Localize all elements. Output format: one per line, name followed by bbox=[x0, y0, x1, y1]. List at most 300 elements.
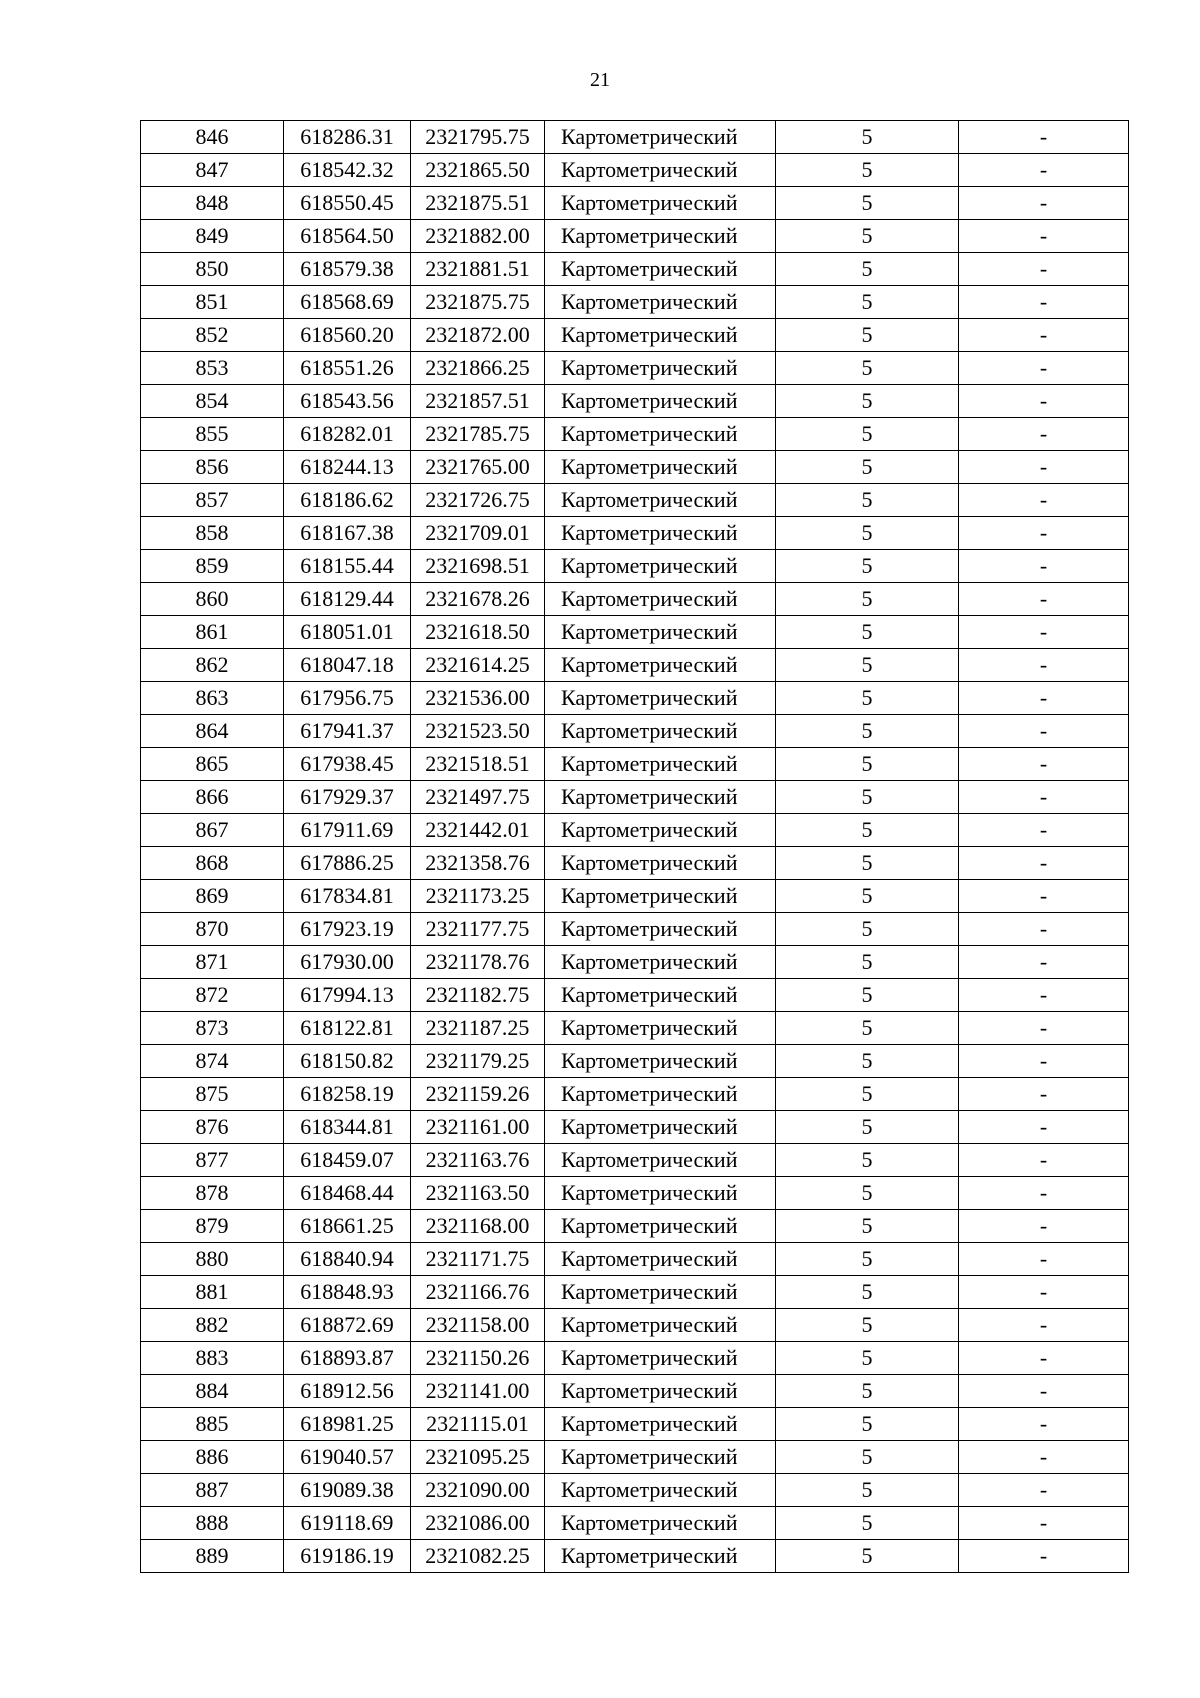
point-number-cell: 856 bbox=[141, 451, 284, 484]
x-coordinate-cell: 617956.75 bbox=[284, 682, 411, 715]
point-number-cell: 880 bbox=[141, 1243, 284, 1276]
note-cell: - bbox=[959, 451, 1129, 484]
method-cell: Картометрический bbox=[545, 715, 776, 748]
table-row bbox=[141, 253, 1129, 286]
y-coordinate-cell: 2321182.75 bbox=[411, 979, 545, 1012]
table-row bbox=[141, 385, 1129, 418]
point-number-cell: 862 bbox=[141, 649, 284, 682]
accuracy-cell: 5 bbox=[776, 1309, 959, 1342]
x-coordinate-cell: 618122.81 bbox=[284, 1012, 411, 1045]
point-number-cell: 854 bbox=[141, 385, 284, 418]
y-coordinate-cell: 2321150.26 bbox=[411, 1342, 545, 1375]
x-coordinate-cell: 618150.82 bbox=[284, 1045, 411, 1078]
note-cell: - bbox=[959, 616, 1129, 649]
method-cell: Картометрический bbox=[545, 121, 776, 154]
method-cell: Картометрический bbox=[545, 1276, 776, 1309]
table-row bbox=[141, 1045, 1129, 1078]
method-cell: Картометрический bbox=[545, 649, 776, 682]
accuracy-cell: 5 bbox=[776, 1144, 959, 1177]
point-number-cell: 860 bbox=[141, 583, 284, 616]
coordinates-table bbox=[140, 120, 1129, 1573]
point-number-cell: 875 bbox=[141, 1078, 284, 1111]
x-coordinate-cell: 617930.00 bbox=[284, 946, 411, 979]
note-cell: - bbox=[959, 880, 1129, 913]
note-cell: - bbox=[959, 1144, 1129, 1177]
accuracy-cell: 5 bbox=[776, 880, 959, 913]
method-cell: Картометрический bbox=[545, 1012, 776, 1045]
note-cell: - bbox=[959, 1078, 1129, 1111]
table-row bbox=[141, 1342, 1129, 1375]
method-cell: Картометрический bbox=[545, 1408, 776, 1441]
accuracy-cell: 5 bbox=[776, 946, 959, 979]
note-cell: - bbox=[959, 913, 1129, 946]
point-number-cell: 884 bbox=[141, 1375, 284, 1408]
point-number-cell: 870 bbox=[141, 913, 284, 946]
point-number-cell: 883 bbox=[141, 1342, 284, 1375]
accuracy-cell: 5 bbox=[776, 1375, 959, 1408]
note-cell: - bbox=[959, 979, 1129, 1012]
y-coordinate-cell: 2321618.50 bbox=[411, 616, 545, 649]
note-cell: - bbox=[959, 847, 1129, 880]
accuracy-cell: 5 bbox=[776, 1276, 959, 1309]
note-cell: - bbox=[959, 1045, 1129, 1078]
y-coordinate-cell: 2321178.76 bbox=[411, 946, 545, 979]
table-row bbox=[141, 1243, 1129, 1276]
y-coordinate-cell: 2321709.01 bbox=[411, 517, 545, 550]
method-cell: Картометрический bbox=[545, 220, 776, 253]
x-coordinate-cell: 618893.87 bbox=[284, 1342, 411, 1375]
table-row bbox=[141, 187, 1129, 220]
note-cell: - bbox=[959, 1507, 1129, 1540]
table-row bbox=[141, 715, 1129, 748]
accuracy-cell: 5 bbox=[776, 1012, 959, 1045]
x-coordinate-cell: 617923.19 bbox=[284, 913, 411, 946]
point-number-cell: 882 bbox=[141, 1309, 284, 1342]
table-row bbox=[141, 946, 1129, 979]
y-coordinate-cell: 2321159.26 bbox=[411, 1078, 545, 1111]
note-cell: - bbox=[959, 649, 1129, 682]
x-coordinate-cell: 618186.62 bbox=[284, 484, 411, 517]
y-coordinate-cell: 2321090.00 bbox=[411, 1474, 545, 1507]
note-cell: - bbox=[959, 286, 1129, 319]
point-number-cell: 866 bbox=[141, 781, 284, 814]
table-row bbox=[141, 1144, 1129, 1177]
method-cell: Картометрический bbox=[545, 1045, 776, 1078]
method-cell: Картометрический bbox=[545, 1375, 776, 1408]
method-cell: Картометрический bbox=[545, 781, 776, 814]
x-coordinate-cell: 618282.01 bbox=[284, 418, 411, 451]
method-cell: Картометрический bbox=[545, 748, 776, 781]
method-cell: Картометрический bbox=[545, 1210, 776, 1243]
method-cell: Картометрический bbox=[545, 418, 776, 451]
method-cell: Картометрический bbox=[545, 253, 776, 286]
y-coordinate-cell: 2321358.76 bbox=[411, 847, 545, 880]
x-coordinate-cell: 618047.18 bbox=[284, 649, 411, 682]
y-coordinate-cell: 2321173.25 bbox=[411, 880, 545, 913]
point-number-cell: 887 bbox=[141, 1474, 284, 1507]
table-row bbox=[141, 748, 1129, 781]
method-cell: Картометрический bbox=[545, 319, 776, 352]
note-cell: - bbox=[959, 220, 1129, 253]
point-number-cell: 881 bbox=[141, 1276, 284, 1309]
table-row bbox=[141, 880, 1129, 913]
x-coordinate-cell: 618981.25 bbox=[284, 1408, 411, 1441]
accuracy-cell: 5 bbox=[776, 286, 959, 319]
method-cell: Картометрический bbox=[545, 154, 776, 187]
table-row bbox=[141, 1012, 1129, 1045]
accuracy-cell: 5 bbox=[776, 1078, 959, 1111]
note-cell: - bbox=[959, 385, 1129, 418]
accuracy-cell: 5 bbox=[776, 715, 959, 748]
note-cell: - bbox=[959, 1012, 1129, 1045]
note-cell: - bbox=[959, 1243, 1129, 1276]
point-number-cell: 888 bbox=[141, 1507, 284, 1540]
note-cell: - bbox=[959, 187, 1129, 220]
table-row bbox=[141, 1177, 1129, 1210]
x-coordinate-cell: 617941.37 bbox=[284, 715, 411, 748]
point-number-cell: 859 bbox=[141, 550, 284, 583]
note-cell: - bbox=[959, 484, 1129, 517]
x-coordinate-cell: 618344.81 bbox=[284, 1111, 411, 1144]
accuracy-cell: 5 bbox=[776, 682, 959, 715]
table-row bbox=[141, 616, 1129, 649]
x-coordinate-cell: 618568.69 bbox=[284, 286, 411, 319]
table-row bbox=[141, 979, 1129, 1012]
y-coordinate-cell: 2321158.00 bbox=[411, 1309, 545, 1342]
note-cell: - bbox=[959, 1408, 1129, 1441]
x-coordinate-cell: 618840.94 bbox=[284, 1243, 411, 1276]
table-row bbox=[141, 682, 1129, 715]
x-coordinate-cell: 618661.25 bbox=[284, 1210, 411, 1243]
table-row bbox=[141, 1375, 1129, 1408]
x-coordinate-cell: 618560.20 bbox=[284, 319, 411, 352]
accuracy-cell: 5 bbox=[776, 187, 959, 220]
x-coordinate-cell: 618551.26 bbox=[284, 352, 411, 385]
table-row bbox=[141, 781, 1129, 814]
table-row bbox=[141, 220, 1129, 253]
table-row bbox=[141, 121, 1129, 154]
table-row bbox=[141, 319, 1129, 352]
point-number-cell: 873 bbox=[141, 1012, 284, 1045]
point-number-cell: 852 bbox=[141, 319, 284, 352]
accuracy-cell: 5 bbox=[776, 319, 959, 352]
y-coordinate-cell: 2321785.75 bbox=[411, 418, 545, 451]
x-coordinate-cell: 619040.57 bbox=[284, 1441, 411, 1474]
table-row bbox=[141, 484, 1129, 517]
method-cell: Картометрический bbox=[545, 814, 776, 847]
coordinates-table-body bbox=[141, 121, 1129, 1573]
accuracy-cell: 5 bbox=[776, 1540, 959, 1573]
y-coordinate-cell: 2321857.51 bbox=[411, 385, 545, 418]
x-coordinate-cell: 619118.69 bbox=[284, 1507, 411, 1540]
table-row bbox=[141, 583, 1129, 616]
table-row bbox=[141, 1111, 1129, 1144]
note-cell: - bbox=[959, 550, 1129, 583]
y-coordinate-cell: 2321726.75 bbox=[411, 484, 545, 517]
point-number-cell: 846 bbox=[141, 121, 284, 154]
y-coordinate-cell: 2321536.00 bbox=[411, 682, 545, 715]
point-number-cell: 886 bbox=[141, 1441, 284, 1474]
table-row bbox=[141, 352, 1129, 385]
point-number-cell: 874 bbox=[141, 1045, 284, 1078]
table-row bbox=[141, 847, 1129, 880]
accuracy-cell: 5 bbox=[776, 649, 959, 682]
y-coordinate-cell: 2321872.00 bbox=[411, 319, 545, 352]
table-row bbox=[141, 286, 1129, 319]
note-cell: - bbox=[959, 154, 1129, 187]
y-coordinate-cell: 2321795.75 bbox=[411, 121, 545, 154]
y-coordinate-cell: 2321442.01 bbox=[411, 814, 545, 847]
method-cell: Картометрический bbox=[545, 1177, 776, 1210]
accuracy-cell: 5 bbox=[776, 253, 959, 286]
y-coordinate-cell: 2321882.00 bbox=[411, 220, 545, 253]
method-cell: Картометрический bbox=[545, 352, 776, 385]
y-coordinate-cell: 2321875.75 bbox=[411, 286, 545, 319]
x-coordinate-cell: 617834.81 bbox=[284, 880, 411, 913]
y-coordinate-cell: 2321765.00 bbox=[411, 451, 545, 484]
note-cell: - bbox=[959, 1111, 1129, 1144]
x-coordinate-cell: 617886.25 bbox=[284, 847, 411, 880]
method-cell: Картометрический bbox=[545, 1474, 776, 1507]
accuracy-cell: 5 bbox=[776, 1507, 959, 1540]
y-coordinate-cell: 2321881.51 bbox=[411, 253, 545, 286]
note-cell: - bbox=[959, 1177, 1129, 1210]
method-cell: Картометрический bbox=[545, 1111, 776, 1144]
point-number-cell: 853 bbox=[141, 352, 284, 385]
note-cell: - bbox=[959, 1276, 1129, 1309]
page-number: 21 bbox=[590, 69, 610, 91]
x-coordinate-cell: 618244.13 bbox=[284, 451, 411, 484]
table-row bbox=[141, 1507, 1129, 1540]
point-number-cell: 855 bbox=[141, 418, 284, 451]
point-number-cell: 857 bbox=[141, 484, 284, 517]
accuracy-cell: 5 bbox=[776, 1441, 959, 1474]
table-row bbox=[141, 1540, 1129, 1573]
y-coordinate-cell: 2321095.25 bbox=[411, 1441, 545, 1474]
accuracy-cell: 5 bbox=[776, 352, 959, 385]
x-coordinate-cell: 618564.50 bbox=[284, 220, 411, 253]
y-coordinate-cell: 2321678.26 bbox=[411, 583, 545, 616]
point-number-cell: 851 bbox=[141, 286, 284, 319]
x-coordinate-cell: 618550.45 bbox=[284, 187, 411, 220]
method-cell: Картометрический bbox=[545, 1078, 776, 1111]
y-coordinate-cell: 2321141.00 bbox=[411, 1375, 545, 1408]
point-number-cell: 869 bbox=[141, 880, 284, 913]
y-coordinate-cell: 2321698.51 bbox=[411, 550, 545, 583]
method-cell: Картометрический bbox=[545, 385, 776, 418]
table-row bbox=[141, 418, 1129, 451]
accuracy-cell: 5 bbox=[776, 1342, 959, 1375]
table-row bbox=[141, 1441, 1129, 1474]
x-coordinate-cell: 617911.69 bbox=[284, 814, 411, 847]
point-number-cell: 847 bbox=[141, 154, 284, 187]
method-cell: Картометрический bbox=[545, 1144, 776, 1177]
accuracy-cell: 5 bbox=[776, 1210, 959, 1243]
point-number-cell: 850 bbox=[141, 253, 284, 286]
y-coordinate-cell: 2321166.76 bbox=[411, 1276, 545, 1309]
y-coordinate-cell: 2321163.76 bbox=[411, 1144, 545, 1177]
method-cell: Картометрический bbox=[545, 1507, 776, 1540]
note-cell: - bbox=[959, 1210, 1129, 1243]
note-cell: - bbox=[959, 253, 1129, 286]
table-row bbox=[141, 1474, 1129, 1507]
point-number-cell: 865 bbox=[141, 748, 284, 781]
method-cell: Картометрический bbox=[545, 1540, 776, 1573]
table-row bbox=[141, 451, 1129, 484]
y-coordinate-cell: 2321115.01 bbox=[411, 1408, 545, 1441]
table-row bbox=[141, 1276, 1129, 1309]
x-coordinate-cell: 618579.38 bbox=[284, 253, 411, 286]
accuracy-cell: 5 bbox=[776, 220, 959, 253]
x-coordinate-cell: 617994.13 bbox=[284, 979, 411, 1012]
accuracy-cell: 5 bbox=[776, 847, 959, 880]
point-number-cell: 868 bbox=[141, 847, 284, 880]
note-cell: - bbox=[959, 583, 1129, 616]
x-coordinate-cell: 618468.44 bbox=[284, 1177, 411, 1210]
point-number-cell: 861 bbox=[141, 616, 284, 649]
x-coordinate-cell: 618872.69 bbox=[284, 1309, 411, 1342]
y-coordinate-cell: 2321518.51 bbox=[411, 748, 545, 781]
y-coordinate-cell: 2321497.75 bbox=[411, 781, 545, 814]
x-coordinate-cell: 618912.56 bbox=[284, 1375, 411, 1408]
accuracy-cell: 5 bbox=[776, 781, 959, 814]
x-coordinate-cell: 618459.07 bbox=[284, 1144, 411, 1177]
point-number-cell: 867 bbox=[141, 814, 284, 847]
method-cell: Картометрический bbox=[545, 1243, 776, 1276]
y-coordinate-cell: 2321875.51 bbox=[411, 187, 545, 220]
table-row bbox=[141, 1078, 1129, 1111]
point-number-cell: 885 bbox=[141, 1408, 284, 1441]
x-coordinate-cell: 619186.19 bbox=[284, 1540, 411, 1573]
table-row bbox=[141, 154, 1129, 187]
method-cell: Картометрический bbox=[545, 1342, 776, 1375]
y-coordinate-cell: 2321163.50 bbox=[411, 1177, 545, 1210]
table-row bbox=[141, 649, 1129, 682]
x-coordinate-cell: 618848.93 bbox=[284, 1276, 411, 1309]
note-cell: - bbox=[959, 517, 1129, 550]
method-cell: Картометрический bbox=[545, 1441, 776, 1474]
y-coordinate-cell: 2321523.50 bbox=[411, 715, 545, 748]
accuracy-cell: 5 bbox=[776, 913, 959, 946]
x-coordinate-cell: 618258.19 bbox=[284, 1078, 411, 1111]
y-coordinate-cell: 2321866.25 bbox=[411, 352, 545, 385]
accuracy-cell: 5 bbox=[776, 1111, 959, 1144]
accuracy-cell: 5 bbox=[776, 748, 959, 781]
y-coordinate-cell: 2321082.25 bbox=[411, 1540, 545, 1573]
x-coordinate-cell: 618286.31 bbox=[284, 121, 411, 154]
method-cell: Картометрический bbox=[545, 682, 776, 715]
table-row bbox=[141, 913, 1129, 946]
point-number-cell: 863 bbox=[141, 682, 284, 715]
method-cell: Картометрический bbox=[545, 583, 776, 616]
y-coordinate-cell: 2321177.75 bbox=[411, 913, 545, 946]
note-cell: - bbox=[959, 682, 1129, 715]
method-cell: Картометрический bbox=[545, 187, 776, 220]
table-row bbox=[141, 1309, 1129, 1342]
table-row bbox=[141, 1210, 1129, 1243]
point-number-cell: 871 bbox=[141, 946, 284, 979]
note-cell: - bbox=[959, 1540, 1129, 1573]
table-row bbox=[141, 517, 1129, 550]
accuracy-cell: 5 bbox=[776, 154, 959, 187]
accuracy-cell: 5 bbox=[776, 550, 959, 583]
y-coordinate-cell: 2321865.50 bbox=[411, 154, 545, 187]
note-cell: - bbox=[959, 946, 1129, 979]
method-cell: Картометрический bbox=[545, 451, 776, 484]
point-number-cell: 879 bbox=[141, 1210, 284, 1243]
x-coordinate-cell: 618155.44 bbox=[284, 550, 411, 583]
note-cell: - bbox=[959, 1441, 1129, 1474]
y-coordinate-cell: 2321171.75 bbox=[411, 1243, 545, 1276]
accuracy-cell: 5 bbox=[776, 451, 959, 484]
note-cell: - bbox=[959, 715, 1129, 748]
point-number-cell: 872 bbox=[141, 979, 284, 1012]
accuracy-cell: 5 bbox=[776, 418, 959, 451]
note-cell: - bbox=[959, 352, 1129, 385]
note-cell: - bbox=[959, 1342, 1129, 1375]
note-cell: - bbox=[959, 1375, 1129, 1408]
table-row bbox=[141, 814, 1129, 847]
accuracy-cell: 5 bbox=[776, 1474, 959, 1507]
accuracy-cell: 5 bbox=[776, 583, 959, 616]
x-coordinate-cell: 618167.38 bbox=[284, 517, 411, 550]
accuracy-cell: 5 bbox=[776, 484, 959, 517]
accuracy-cell: 5 bbox=[776, 1243, 959, 1276]
method-cell: Картометрический bbox=[545, 1309, 776, 1342]
method-cell: Картометрический bbox=[545, 616, 776, 649]
accuracy-cell: 5 bbox=[776, 1177, 959, 1210]
x-coordinate-cell: 618129.44 bbox=[284, 583, 411, 616]
x-coordinate-cell: 618542.32 bbox=[284, 154, 411, 187]
note-cell: - bbox=[959, 121, 1129, 154]
method-cell: Картометрический bbox=[545, 913, 776, 946]
x-coordinate-cell: 618051.01 bbox=[284, 616, 411, 649]
note-cell: - bbox=[959, 1309, 1129, 1342]
y-coordinate-cell: 2321187.25 bbox=[411, 1012, 545, 1045]
accuracy-cell: 5 bbox=[776, 616, 959, 649]
y-coordinate-cell: 2321161.00 bbox=[411, 1111, 545, 1144]
point-number-cell: 858 bbox=[141, 517, 284, 550]
note-cell: - bbox=[959, 814, 1129, 847]
note-cell: - bbox=[959, 781, 1129, 814]
y-coordinate-cell: 2321168.00 bbox=[411, 1210, 545, 1243]
note-cell: - bbox=[959, 319, 1129, 352]
point-number-cell: 848 bbox=[141, 187, 284, 220]
point-number-cell: 877 bbox=[141, 1144, 284, 1177]
x-coordinate-cell: 617929.37 bbox=[284, 781, 411, 814]
method-cell: Картометрический bbox=[545, 484, 776, 517]
accuracy-cell: 5 bbox=[776, 385, 959, 418]
x-coordinate-cell: 619089.38 bbox=[284, 1474, 411, 1507]
accuracy-cell: 5 bbox=[776, 1408, 959, 1441]
method-cell: Картометрический bbox=[545, 286, 776, 319]
y-coordinate-cell: 2321614.25 bbox=[411, 649, 545, 682]
note-cell: - bbox=[959, 748, 1129, 781]
note-cell: - bbox=[959, 1474, 1129, 1507]
accuracy-cell: 5 bbox=[776, 517, 959, 550]
x-coordinate-cell: 618543.56 bbox=[284, 385, 411, 418]
method-cell: Картометрический bbox=[545, 979, 776, 1012]
method-cell: Картометрический bbox=[545, 550, 776, 583]
accuracy-cell: 5 bbox=[776, 814, 959, 847]
y-coordinate-cell: 2321179.25 bbox=[411, 1045, 545, 1078]
point-number-cell: 876 bbox=[141, 1111, 284, 1144]
method-cell: Картометрический bbox=[545, 517, 776, 550]
accuracy-cell: 5 bbox=[776, 121, 959, 154]
x-coordinate-cell: 617938.45 bbox=[284, 748, 411, 781]
note-cell: - bbox=[959, 418, 1129, 451]
y-coordinate-cell: 2321086.00 bbox=[411, 1507, 545, 1540]
